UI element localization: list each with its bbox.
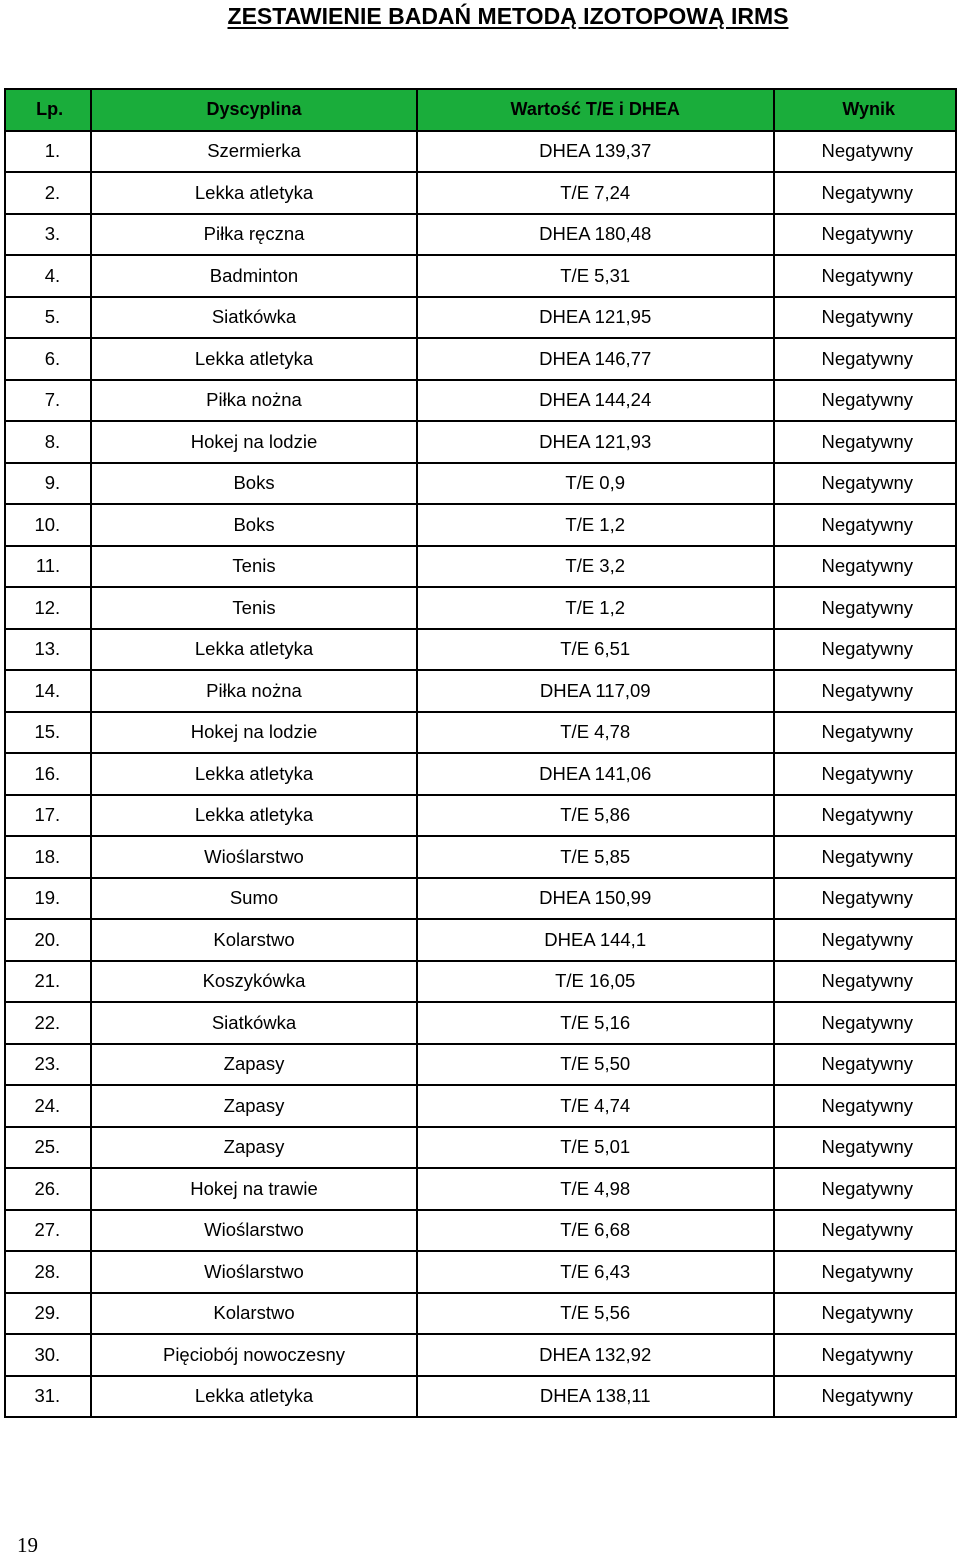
value-cell: T/E 6,68 (417, 1210, 774, 1252)
result-cell: Negatywny (774, 1044, 956, 1086)
discipline-cell: Pięciobój nowoczesny (91, 1334, 417, 1376)
result-cell: Negatywny (774, 1251, 956, 1293)
discipline-cell: Boks (91, 504, 417, 546)
table-row (5, 795, 956, 837)
row-number: 4. (5, 255, 91, 297)
value-cell: DHEA 141,06 (417, 753, 774, 795)
result-cell: Negatywny (774, 297, 956, 339)
result-cell: Negatywny (774, 1085, 956, 1127)
table-row (5, 919, 956, 961)
row-number: 21. (5, 961, 91, 1003)
result-cell: Negatywny (774, 795, 956, 837)
row-number: 17. (5, 795, 91, 837)
row-number: 14. (5, 670, 91, 712)
result-cell: Negatywny (774, 1168, 956, 1210)
row-number: 8. (5, 421, 91, 463)
table-row (5, 629, 956, 671)
discipline-cell: Piłka nożna (91, 670, 417, 712)
result-cell: Negatywny (774, 504, 956, 546)
result-cell: Negatywny (774, 255, 956, 297)
row-number: 6. (5, 338, 91, 380)
discipline-cell: Wioślarstwo (91, 1251, 417, 1293)
value-cell: T/E 5,85 (417, 836, 774, 878)
row-number: 29. (5, 1293, 91, 1335)
value-cell: T/E 6,43 (417, 1251, 774, 1293)
row-number: 27. (5, 1210, 91, 1252)
page-number: 19 (17, 1533, 38, 1557)
row-number: 3. (5, 214, 91, 256)
value-cell: DHEA 117,09 (417, 670, 774, 712)
discipline-cell: Hokej na trawie (91, 1168, 417, 1210)
table-row (5, 587, 956, 629)
value-cell: DHEA 132,92 (417, 1334, 774, 1376)
table-row (5, 1334, 956, 1376)
result-cell: Negatywny (774, 214, 956, 256)
table-row (5, 1210, 956, 1252)
row-number: 9. (5, 463, 91, 505)
header-lp: Lp. (5, 89, 91, 131)
result-cell: Negatywny (774, 587, 956, 629)
value-cell: T/E 7,24 (417, 172, 774, 214)
irms-results-table (4, 88, 957, 1418)
table-body (5, 131, 956, 1418)
value-cell: DHEA 180,48 (417, 214, 774, 256)
result-cell: Negatywny (774, 670, 956, 712)
result-cell: Negatywny (774, 919, 956, 961)
table-row (5, 670, 956, 712)
discipline-cell: Hokej na lodzie (91, 421, 417, 463)
value-cell: T/E 3,2 (417, 546, 774, 588)
result-cell: Negatywny (774, 1293, 956, 1335)
header-value: Wartość T/E i DHEA (417, 89, 774, 131)
table-row (5, 1251, 956, 1293)
value-cell: T/E 5,31 (417, 255, 774, 297)
row-number: 20. (5, 919, 91, 961)
discipline-cell: Szermierka (91, 131, 417, 173)
table-row (5, 961, 956, 1003)
row-number: 13. (5, 629, 91, 671)
discipline-cell: Badminton (91, 255, 417, 297)
table-row (5, 878, 956, 920)
value-cell: T/E 5,16 (417, 1002, 774, 1044)
discipline-cell: Sumo (91, 878, 417, 920)
discipline-cell: Siatkówka (91, 1002, 417, 1044)
value-cell: T/E 5,86 (417, 795, 774, 837)
discipline-cell: Boks (91, 463, 417, 505)
row-number: 12. (5, 587, 91, 629)
row-number: 23. (5, 1044, 91, 1086)
discipline-cell: Tenis (91, 546, 417, 588)
discipline-cell: Zapasy (91, 1127, 417, 1169)
discipline-cell: Kolarstwo (91, 919, 417, 961)
discipline-cell: Lekka atletyka (91, 338, 417, 380)
result-cell: Negatywny (774, 961, 956, 1003)
table-row (5, 297, 956, 339)
table-row (5, 380, 956, 422)
row-number: 30. (5, 1334, 91, 1376)
header-discipline: Dyscyplina (91, 89, 417, 131)
table-row (5, 1127, 956, 1169)
table-row (5, 214, 956, 256)
result-cell: Negatywny (774, 380, 956, 422)
row-number: 7. (5, 380, 91, 422)
value-cell: DHEA 121,95 (417, 297, 774, 339)
value-cell: T/E 0,9 (417, 463, 774, 505)
discipline-cell: Piłka nożna (91, 380, 417, 422)
discipline-cell: Hokej na lodzie (91, 712, 417, 754)
table-row (5, 1002, 956, 1044)
row-number: 15. (5, 712, 91, 754)
table-row (5, 1044, 956, 1086)
value-cell: T/E 4,78 (417, 712, 774, 754)
discipline-cell: Zapasy (91, 1085, 417, 1127)
table-header-row (5, 89, 956, 131)
value-cell: DHEA 146,77 (417, 338, 774, 380)
value-cell: T/E 6,51 (417, 629, 774, 671)
table-row (5, 421, 956, 463)
result-cell: Negatywny (774, 131, 956, 173)
table-row (5, 1376, 956, 1418)
table-row (5, 1168, 956, 1210)
row-number: 28. (5, 1251, 91, 1293)
value-cell: DHEA 138,11 (417, 1376, 774, 1418)
discipline-cell: Lekka atletyka (91, 795, 417, 837)
row-number: 22. (5, 1002, 91, 1044)
discipline-cell: Wioślarstwo (91, 1210, 417, 1252)
value-cell: T/E 5,56 (417, 1293, 774, 1335)
discipline-cell: Zapasy (91, 1044, 417, 1086)
result-cell: Negatywny (774, 546, 956, 588)
value-cell: T/E 1,2 (417, 587, 774, 629)
result-cell: Negatywny (774, 1002, 956, 1044)
table-row (5, 463, 956, 505)
table-row (5, 1293, 956, 1335)
discipline-cell: Siatkówka (91, 297, 417, 339)
table-row (5, 338, 956, 380)
discipline-cell: Kolarstwo (91, 1293, 417, 1335)
value-cell: DHEA 150,99 (417, 878, 774, 920)
row-number: 25. (5, 1127, 91, 1169)
row-number: 24. (5, 1085, 91, 1127)
result-cell: Negatywny (774, 878, 956, 920)
row-number: 19. (5, 878, 91, 920)
result-cell: Negatywny (774, 463, 956, 505)
result-cell: Negatywny (774, 836, 956, 878)
value-cell: T/E 16,05 (417, 961, 774, 1003)
table-row (5, 172, 956, 214)
value-cell: T/E 4,98 (417, 1168, 774, 1210)
result-cell: Negatywny (774, 421, 956, 463)
row-number: 16. (5, 753, 91, 795)
discipline-cell: Piłka ręczna (91, 214, 417, 256)
result-cell: Negatywny (774, 1127, 956, 1169)
discipline-cell: Tenis (91, 587, 417, 629)
value-cell: DHEA 121,93 (417, 421, 774, 463)
discipline-cell: Lekka atletyka (91, 1376, 417, 1418)
discipline-cell: Lekka atletyka (91, 172, 417, 214)
value-cell: T/E 1,2 (417, 504, 774, 546)
value-cell: T/E 5,01 (417, 1127, 774, 1169)
result-cell: Negatywny (774, 712, 956, 754)
discipline-cell: Lekka atletyka (91, 629, 417, 671)
row-number: 31. (5, 1376, 91, 1418)
row-number: 11. (5, 546, 91, 588)
value-cell: T/E 4,74 (417, 1085, 774, 1127)
discipline-cell: Wioślarstwo (91, 836, 417, 878)
value-cell: DHEA 144,1 (417, 919, 774, 961)
value-cell: T/E 5,50 (417, 1044, 774, 1086)
header-result: Wynik (774, 89, 956, 131)
value-cell: DHEA 139,37 (417, 131, 774, 173)
document-title: ZESTAWIENIE BADAŃ METODĄ IZOTOPOWĄ IRMS (227, 3, 789, 29)
table-row (5, 712, 956, 754)
row-number: 2. (5, 172, 91, 214)
table-row (5, 1085, 956, 1127)
table-row (5, 546, 956, 588)
discipline-cell: Koszykówka (91, 961, 417, 1003)
result-cell: Negatywny (774, 338, 956, 380)
table-row (5, 131, 956, 173)
row-number: 18. (5, 836, 91, 878)
table-row (5, 504, 956, 546)
value-cell: DHEA 144,24 (417, 380, 774, 422)
row-number: 1. (5, 131, 91, 173)
result-cell: Negatywny (774, 1210, 956, 1252)
result-cell: Negatywny (774, 1376, 956, 1418)
row-number: 5. (5, 297, 91, 339)
result-cell: Negatywny (774, 1334, 956, 1376)
row-number: 26. (5, 1168, 91, 1210)
result-cell: Negatywny (774, 753, 956, 795)
result-cell: Negatywny (774, 172, 956, 214)
table-row (5, 753, 956, 795)
table-row (5, 836, 956, 878)
row-number: 10. (5, 504, 91, 546)
result-cell: Negatywny (774, 629, 956, 671)
discipline-cell: Lekka atletyka (91, 753, 417, 795)
table-row (5, 255, 956, 297)
